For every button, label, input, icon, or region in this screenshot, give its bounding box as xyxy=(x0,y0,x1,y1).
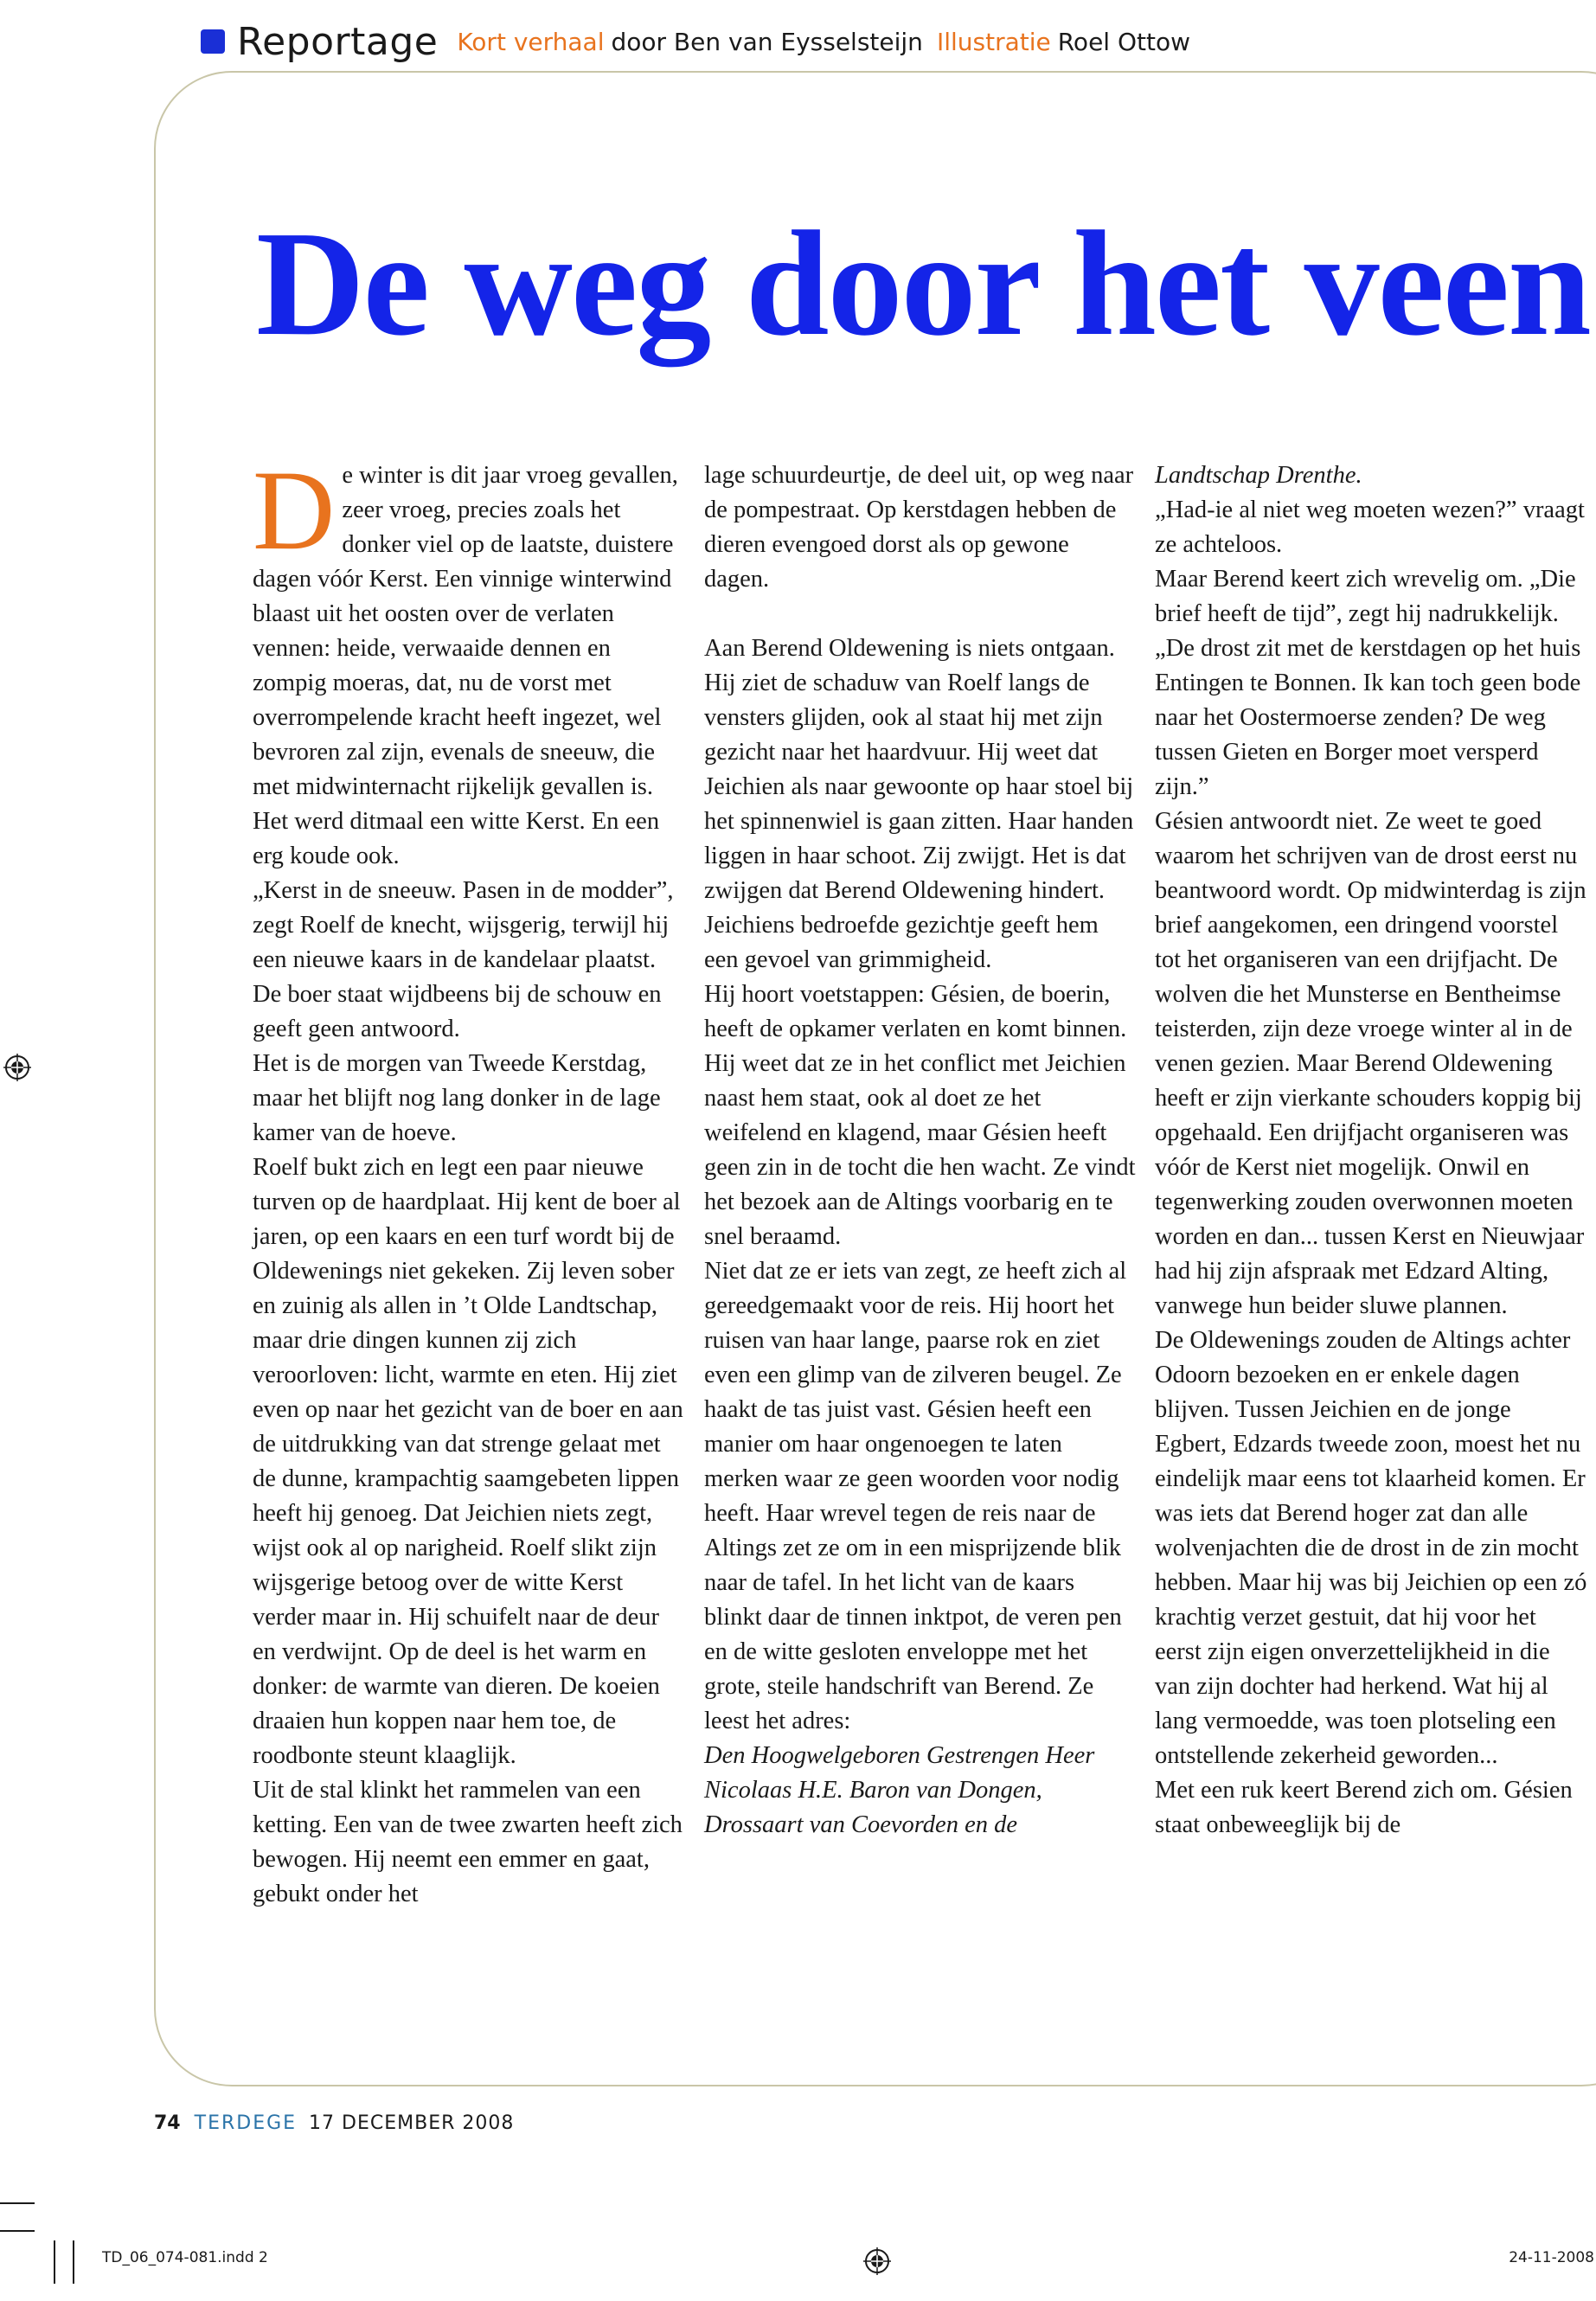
article-column-3 xyxy=(1155,458,1587,1843)
illustration-label: Illustratie xyxy=(936,27,1051,56)
illustrator-credit: Roel Ottow xyxy=(1057,27,1190,56)
crop-mark xyxy=(0,2202,35,2204)
section-label: Reportage xyxy=(237,19,439,64)
paragraph: De winter is dit jaar vroeg gevallen, zeer vroeg, precies zoals het donker viel op de laatste, duistere dagen vóór Kerst. Een vinnige winterwind blaast uit het oosten over de verlaten vennen: heide, verwaaide dennen en zompig moeras, dat, nu de vorst met overrompelende kracht heeft ingezet, wel bevroren zal zijn, evenals de sneeuw, die met midwinternacht rijkelijk gevallen is. Het werd ditmaal een witte Kerst. En een erg koude ook. xyxy=(253,446,678,869)
paragraph: „Had-ie al niet weg moeten wezen?” vraagt ze achteloos. xyxy=(1155,497,1585,558)
paragraph: Niet dat ze er iets van zegt, ze heeft zich al gereedgemaakt voor de reis. Hij hoort het ruisen van haar lange, paarse rok en ziet even een glimp van de zilveren beugel. Ze haakt de tas juist vast. Gésien heeft een manier om haar ongenoegen te laten merken waar ze geen woorden voor nodig heeft. Haar wrevel tegen de reis naar de Altings zet ze om in een misprijzende blik naar de tafel. In het licht van de kaars blinkt daar de tinnen inktpot, de veren pen en de witte gesloten enveloppe met het grote, steile handschrift van Berend. Ze leest het adres: xyxy=(704,1258,1127,1734)
letter-address-line: Nicolaas H.E. Baron van Dongen, Drossaart van Coevorden en de xyxy=(704,1777,1042,1838)
page-number: 74 xyxy=(154,2112,181,2134)
paragraph: „Kerst in de sneeuw. Pasen in de modder”, zegt Roelf de knecht, wijsgerig, terwijl hij een nieuwe kaars in de kandelaar plaatst. De boer staat wijdbeens bij de schouw en geeft geen antwoord. xyxy=(253,877,674,1042)
issue-date: 17 DECEMBER 2008 xyxy=(309,2112,515,2134)
paragraph: Het is de morgen van Tweede Kerstdag, maar het blijft nog lang donker in de lage kamer van de hoeve. xyxy=(253,1050,661,1146)
crop-mark xyxy=(54,2240,55,2284)
story-type-label: Kort verhaal xyxy=(457,27,605,56)
paragraph: Met een ruk keert Berend zich om. Gésien staat onbeweeglijk bij de xyxy=(1155,1777,1573,1838)
article-column-1 xyxy=(253,446,685,1912)
section-header xyxy=(201,16,1204,67)
article-title: De weg door het veen xyxy=(256,200,1590,367)
paragraph: Gésien antwoordt niet. Ze weet te goed waarom het schrijven van de drost eerst nu beantwoord wordt. Op midwinterdag is zijn brief aangekomen, een dringend voorstel tot het organiseren van een drijfjacht. De wolven die het Munsterse en Bentheimse teisterden, zijn deze vroege winter al in de venen gezien. Maar Berend Oldewening heeft er zijn vierkante schouders koppig bij opgehaald. Een drijfjacht organiseren was vóór de Kerst niet mogelijk. Onwil en tegenwerking zouden overwonnen moeten worden en dan... tussen Kerst en Nieuwjaar had hij zijn afspraak met Edzard Alting, vanwege hun beider sluwe plannen. xyxy=(1155,808,1586,1319)
letter-address-line: Den Hoogwelgeboren Gestrengen Heer xyxy=(704,1742,1095,1769)
registration-mark-icon xyxy=(3,1054,31,1081)
article-column-2 xyxy=(704,458,1137,1843)
paragraph: Roelf bukt zich en legt een paar nieuwe turven op de haardplaat. Hij kent de boer al jaren, op een kaars en een turf wordt bij de Oldewenings niet gekeken. Zij leven sober en zuinig als allen in ’t Olde Landtschap, maar drie dingen kunnen zij zich veroorloven: licht, warmte en eten. Hij ziet even op naar het gezicht van de boer en aan de uitdrukking van dat strenge gelaat met de dunne, krampachtig saamgebeten lippen heeft hij genoeg. Dat Jeichien niets zegt, wijst ook al op narigheid. Roelf slikt zijn wijsgerige betoog over de witte Kerst verder maar in. Hij schuifelt naar de deur en verdwijnt. Op de deel is het warm en donker: de warmte van dieren. De koeien draaien hun koppen naar hem toe, de roodbonte steunt klaaglijk. xyxy=(253,1154,683,1769)
file-slug: TD_06_074-081.indd 2 xyxy=(102,2249,268,2266)
paragraph: lage schuurdeurtje, de deel uit, op weg naar de pompestraat. Op kerstdagen hebben de dieren evengoed dorst als op gewone dagen. xyxy=(704,462,1134,593)
paragraph: De Oldewenings zouden de Altings achter Odoorn bezoeken en er enkele dagen blijven. Tussen Jeichien en de jonge Egbert, Edzards tweede zoon, moest het nu eindelijk maar eens tot klaarheid komen. Er was iets dat Berend hoger zat dan alle wolvenjachten die de drost in de zin mocht hebben. Maar hij was bij Jeichien op een zó krachtig verzet gestuit, dat hij voor het eerst zijn eigen onverzettelijkheid in die van zijn dochter had herkend. Wat hij al lang vermoedde, was toen plotseling een ontstellende zekerheid geworden... xyxy=(1155,1327,1587,1769)
paragraph: Uit de stal klinkt het rammelen van een ketting. Een van de twee zwarten heeft zich bewogen. Hij neemt een emmer en gaat, gebukt onder het xyxy=(253,1777,683,1907)
magazine-name: TERDEGE xyxy=(194,2112,298,2134)
author-credit: door Ben van Eysselsteijn xyxy=(611,27,923,56)
section-marker-icon xyxy=(201,29,225,54)
crop-mark xyxy=(73,2240,74,2284)
letter-address-line: Landtschap Drenthe. xyxy=(1155,462,1362,489)
crop-mark xyxy=(0,2230,35,2232)
print-date: 24-11-2008 xyxy=(1509,2249,1594,2266)
paragraph: Maar Berend keert zich wrevelig om. „Die brief heeft de tijd”, zegt hij nadrukkelijk. „De drost zit met de kerstdagen op het huis Entingen te Bonnen. Ik kan toch geen bode naar het Oostermoerse zenden? De weg tussen Gieten en Borger moet versperd zijn.” xyxy=(1155,566,1581,800)
paragraph: Aan Berend Oldewening is niets ontgaan. Hij ziet de schaduw van Roelf langs de vensters glijden, ook al staat hij met zijn gezicht naar het haardvuur. Hij weet dat Jeichien als naar gewoonte op haar stoel bij het spinnenwiel is gaan zitten. Haar handen liggen in haar schoot. Zij zwijgt. Het is dat zwijgen dat Berend Oldewening hindert. Jeichiens bedroefde gezichtje geeft hem een gevoel van grimmigheid. xyxy=(704,635,1134,973)
drop-cap: D xyxy=(253,446,336,574)
registration-mark-icon xyxy=(863,2247,891,2275)
page-footer xyxy=(154,2112,514,2134)
paragraph: Hij hoort voetstappen: Gésien, de boerin, heeft de opkamer verlaten en komt binnen. Hij weet dat ze in het conflict met Jeichien naast hem staat, ook al doet ze het weifelend en klagend, maar Gésien heeft geen zin in de tocht die hen wacht. Ze vindt het bezoek aan de Altings voorbarig en te snel beraamd. xyxy=(704,981,1136,1250)
